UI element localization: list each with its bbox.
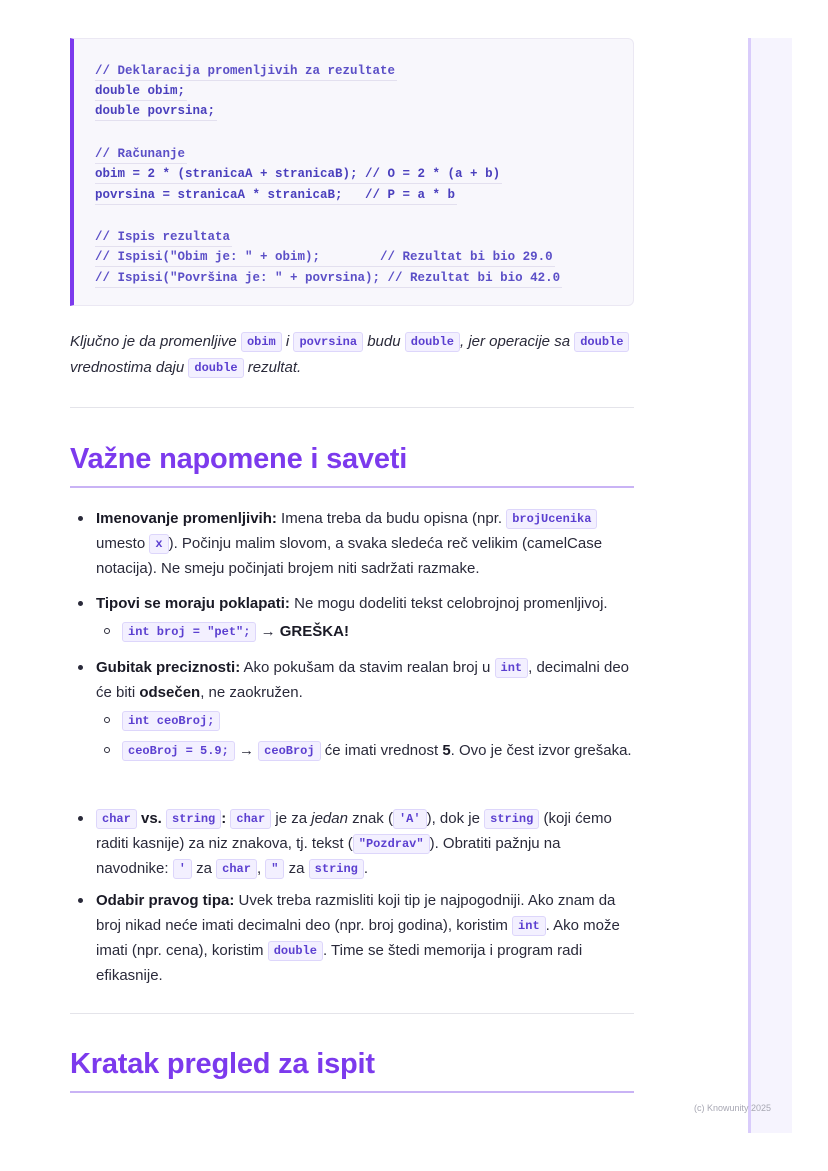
circle-bullet <box>104 747 110 753</box>
arrow-icon: → <box>239 742 254 759</box>
code-block <box>70 38 634 306</box>
inline-code: string <box>309 859 364 879</box>
bullet-dot <box>78 816 83 821</box>
item-text: je za <box>275 810 308 827</box>
inline-code: ceoBroj <box>258 741 320 761</box>
bullet-dot <box>78 516 83 521</box>
section-heading: Kratak pregled za ispit <box>70 1048 634 1093</box>
code-line: povrsina = stranicaA * stranicaB; // P = a * b <box>95 187 457 205</box>
note-text: rezultat. <box>247 359 302 376</box>
inline-code: double <box>405 332 460 352</box>
item-text: ). Počinju malim slovom, a svaka sledeća reč velikim (camelCase notacija). Ne smeju počinjati brojem niti sadržati razmake. <box>96 535 603 577</box>
list-item <box>76 888 636 988</box>
code-line: double obim; <box>95 83 187 101</box>
emphasis: jedan <box>311 810 348 827</box>
emphasis: 5 <box>442 742 451 759</box>
emphasis: odsečen <box>139 684 201 701</box>
item-text: Uvek treba razmisliti koji tip je najpogodniji. Ako znam da broj nikad neće imati decimalni deo (npr. broj godina), koristim <box>96 892 616 934</box>
list-item <box>76 655 636 763</box>
item-text: , <box>256 860 262 877</box>
note-text: , jer operacije sa <box>459 333 571 350</box>
right-sidebar-panel <box>748 38 792 1133</box>
item-text: Ne mogu dodeliti tekst celobrojnoj promenljivoj. <box>294 595 608 612</box>
bullet-dot <box>78 898 83 903</box>
code-line: // Ispisi("Površina je: " + povrsina); // Rezultat bi bio 42.0 <box>95 270 562 288</box>
inline-code: char <box>96 809 137 829</box>
item-title: Gubitak preciznosti: <box>96 659 241 676</box>
divider <box>70 1013 634 1014</box>
bullet-dot <box>78 665 83 670</box>
note-text: vrednostima daju <box>70 359 185 376</box>
item-text: će imati vrednost <box>324 742 439 759</box>
copyright-footer: (c) Knowunity 2025 <box>694 1103 772 1113</box>
item-title: : <box>221 810 227 827</box>
item-text: znak ( <box>352 810 393 827</box>
divider <box>70 407 634 408</box>
item-text: Ako pokušam da stavim realan broj u <box>243 659 491 676</box>
item-text: , decimalni deo će biti <box>96 659 630 701</box>
inline-code: x <box>149 534 168 554</box>
circle-bullet <box>104 717 110 723</box>
arrow-icon: → <box>260 623 276 640</box>
item-title: Odabir pravog tipa: <box>96 892 235 909</box>
sub-list-item <box>96 738 636 763</box>
note-paragraph <box>70 329 634 381</box>
inline-code: double <box>574 332 629 352</box>
list-item <box>76 506 636 581</box>
inline-code: ' <box>173 859 192 879</box>
inline-code: brojUcenika <box>506 509 597 529</box>
item-text: umesto <box>96 535 146 552</box>
item-text: . Time se štedi memorija i program radi efikasnije. <box>96 942 583 984</box>
inline-code: int broj = "pet"; <box>122 622 256 642</box>
inline-code: int <box>495 658 529 678</box>
item-text: (koji ćemo raditi kasnije) za niz znakova, tj. tekst ( <box>96 810 612 852</box>
item-text: . Ako može imati (npr. cena), koristim <box>96 917 620 959</box>
inline-code: char <box>230 809 271 829</box>
inline-code: "Pozdrav" <box>353 834 430 854</box>
item-text: Imena treba da budu opisna (npr. <box>281 510 503 527</box>
inline-code: string <box>484 809 539 829</box>
code-line: double povrsina; <box>95 103 217 121</box>
item-text: , ne zaokružen. <box>200 684 303 701</box>
bullet-dot <box>78 601 83 606</box>
code-line: // Računanje <box>95 146 187 164</box>
code-line: // Ispisi("Obim je: " + obim); // Rezultat bi bio 29.0 <box>95 249 555 267</box>
item-text: . Ovo je čest izvor grešaka. <box>450 742 632 759</box>
inline-code: int <box>512 916 546 936</box>
item-text: . <box>363 860 369 877</box>
list-item <box>76 591 636 644</box>
inline-code: double <box>188 358 243 378</box>
item-text: ), dok je <box>426 810 480 827</box>
item-title: vs. <box>140 810 162 827</box>
code-line: // Deklaracija promenljivih za rezultate <box>95 63 397 81</box>
inline-code: povrsina <box>293 332 363 352</box>
circle-bullet <box>104 628 110 634</box>
error-label: GREŠKA! <box>279 623 349 640</box>
sub-list-item <box>96 619 636 644</box>
note-text: i <box>285 333 290 350</box>
code-line: obim = 2 * (stranicaA + stranicaB); // O = 2 * (a + b) <box>95 166 502 184</box>
inline-code: obim <box>241 332 282 352</box>
item-title: Tipovi se moraju poklapati: <box>96 595 290 612</box>
section-heading: Važne napomene i saveti <box>70 443 634 488</box>
inline-code: string <box>166 809 221 829</box>
item-text: ). Obratiti pažnju na navodnike: <box>96 835 561 877</box>
item-text: za <box>196 860 212 877</box>
note-text: Ključno je da promenljive <box>70 333 237 350</box>
sub-list-item <box>96 708 636 733</box>
inline-code: 'A' <box>393 809 427 829</box>
note-text: budu <box>367 333 401 350</box>
item-text: za <box>288 860 305 877</box>
list-item <box>76 806 636 881</box>
inline-code: ceoBroj = 5.9; <box>122 741 235 761</box>
inline-code: int ceoBroj; <box>122 711 220 731</box>
inline-code: double <box>268 941 323 961</box>
inline-code: " <box>265 859 284 879</box>
code-line: // Ispis rezultata <box>95 229 232 247</box>
inline-code: char <box>216 859 257 879</box>
item-title: Imenovanje promenljivih: <box>96 510 277 527</box>
